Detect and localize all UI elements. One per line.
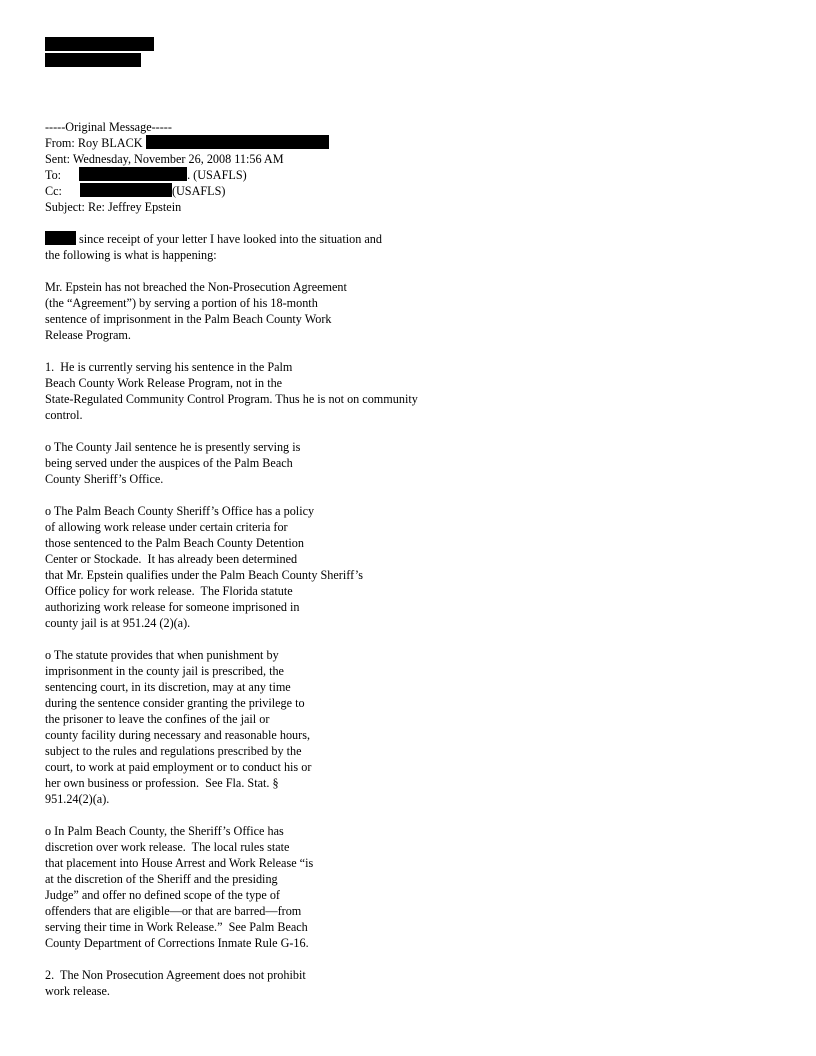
body-paragraph bbox=[45, 503, 785, 631]
redacted-cc-name bbox=[80, 183, 172, 197]
intro-line-1 bbox=[45, 231, 785, 247]
to-suffix: . (USAFLS) bbox=[187, 168, 247, 182]
paragraph-line: discretion over work release. The local rules state bbox=[45, 840, 290, 854]
paragraph-line: 951.24(2)(a). bbox=[45, 792, 110, 806]
paragraph-line: 2. The Non Prosecution Agreement does not prohibit bbox=[45, 968, 306, 982]
body-paragraphs bbox=[45, 263, 785, 999]
from-label: From: Roy BLACK bbox=[45, 136, 143, 150]
paragraph-line: Release Program. bbox=[45, 328, 131, 342]
paragraph-line: court, to work at paid employment or to conduct his or bbox=[45, 760, 312, 774]
paragraph-line: work release. bbox=[45, 984, 110, 998]
intro-text: since receipt of your letter I have looked into the situation and bbox=[76, 232, 382, 246]
intro-line-2: the following is what is happening: bbox=[45, 248, 217, 262]
paragraph-line: the prisoner to leave the confines of the jail or bbox=[45, 712, 270, 726]
body-paragraph bbox=[45, 823, 785, 951]
redacted-from-email bbox=[146, 135, 329, 149]
paragraph-line: that Mr. Epstein qualifies under the Palm Beach County Sheriff’s bbox=[45, 568, 363, 582]
paragraph-line: sentencing court, in its discretion, may at any time bbox=[45, 680, 291, 694]
redacted-block-top-1 bbox=[45, 37, 154, 51]
from-line bbox=[45, 135, 785, 151]
redacted-block-top-2 bbox=[45, 53, 141, 67]
redacted-to-name bbox=[79, 167, 187, 181]
paragraph-line: State-Regulated Community Control Program. Thus he is not on community bbox=[45, 392, 418, 406]
paragraph-line: o The County Jail sentence he is presently serving is bbox=[45, 440, 301, 454]
cc-line bbox=[45, 183, 785, 199]
subject-line: Subject: Re: Jeffrey Epstein bbox=[45, 200, 182, 214]
paragraph-line: Mr. Epstein has not breached the Non-Prosecution Agreement bbox=[45, 280, 347, 294]
paragraph-line: serving their time in Work Release.” See Palm Beach bbox=[45, 920, 308, 934]
paragraph-line: county jail is at 951.24 (2)(a). bbox=[45, 616, 191, 630]
paragraph-line: Center or Stockade. It has already been determined bbox=[45, 552, 298, 566]
body-paragraph bbox=[45, 439, 785, 487]
paragraph-line: of allowing work release under certain criteria for bbox=[45, 520, 288, 534]
email-document bbox=[45, 119, 785, 999]
paragraph-line: County Department of Corrections Inmate Rule G-16. bbox=[45, 936, 309, 950]
body-paragraph bbox=[45, 359, 785, 423]
original-message-separator: -----Original Message----- bbox=[45, 120, 172, 134]
paragraph-line: Beach County Work Release Program, not in the bbox=[45, 376, 283, 390]
to-label: To: bbox=[45, 168, 62, 182]
paragraph-line: (the “Agreement”) by serving a portion of his 18-month bbox=[45, 296, 318, 310]
paragraph-line: her own business or profession. See Fla. Stat. § bbox=[45, 776, 279, 790]
paragraph-line: being served under the auspices of the Palm Beach bbox=[45, 456, 293, 470]
cc-label: Cc: bbox=[45, 184, 62, 198]
paragraph-line: 1. He is currently serving his sentence in the Palm bbox=[45, 360, 293, 374]
redacted-salutation bbox=[45, 231, 76, 245]
body-paragraph bbox=[45, 967, 785, 999]
to-line bbox=[45, 167, 785, 183]
paragraph-line: at the discretion of the Sheriff and the presiding bbox=[45, 872, 278, 886]
paragraph-line: County Sheriff’s Office. bbox=[45, 472, 164, 486]
paragraph-line: control. bbox=[45, 408, 83, 422]
paragraph-line: o The statute provides that when punishment by bbox=[45, 648, 279, 662]
paragraph-line: imprisonment in the county jail is prescribed, the bbox=[45, 664, 284, 678]
sent-line: Sent: Wednesday, November 26, 2008 11:56 AM bbox=[45, 152, 284, 166]
paragraph-line: that placement into House Arrest and Work Release “is bbox=[45, 856, 314, 870]
body-paragraph bbox=[45, 647, 785, 807]
paragraph-line: authorizing work release for someone imprisoned in bbox=[45, 600, 300, 614]
paragraph-line: o In Palm Beach County, the Sheriff’s Office has bbox=[45, 824, 284, 838]
paragraph-line: Judge” and offer no defined scope of the type of bbox=[45, 888, 280, 902]
paragraph-line: sentence of imprisonment in the Palm Beach County Work bbox=[45, 312, 332, 326]
body-paragraph bbox=[45, 279, 785, 343]
cc-suffix: (USAFLS) bbox=[171, 184, 226, 198]
paragraph-line: offenders that are eligible—or that are barred—from bbox=[45, 904, 302, 918]
paragraph-line: Office policy for work release. The Florida statute bbox=[45, 584, 293, 598]
paragraph-line: o The Palm Beach County Sheriff’s Office has a policy bbox=[45, 504, 315, 518]
paragraph-line: those sentenced to the Palm Beach County Detention bbox=[45, 536, 304, 550]
paragraph-line: subject to the rules and regulations prescribed by the bbox=[45, 744, 302, 758]
paragraph-line: during the sentence consider granting the privilege to bbox=[45, 696, 305, 710]
paragraph-line: county facility during necessary and reasonable hours, bbox=[45, 728, 310, 742]
